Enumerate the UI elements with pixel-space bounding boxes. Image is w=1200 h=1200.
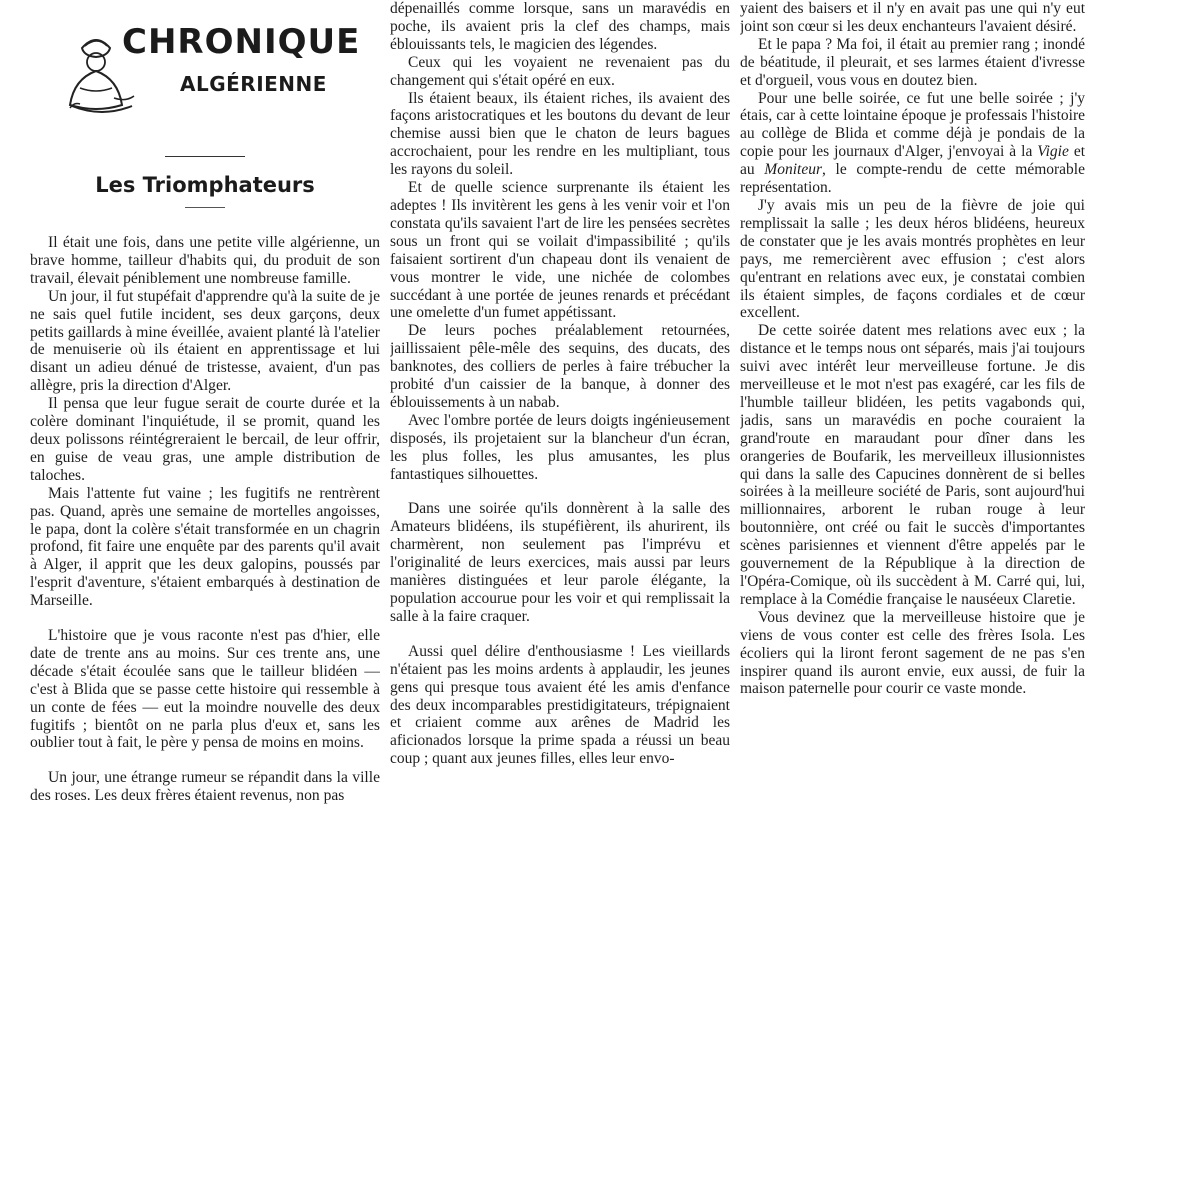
paragraph: yaient des baisers et il n'y en avait pas une qui n'y eut joint son cœur si les deux enchanteurs l'avaient désiré. (740, 0, 1085, 35)
masthead-title-line2: ALGÉRIENNE (180, 72, 327, 96)
column-1 (30, 0, 380, 1200)
divider (185, 207, 225, 208)
newspaper-name: Moniteur (764, 161, 822, 179)
newspaper-name: Vigie (1037, 143, 1069, 161)
paragraph: dépenaillés comme lorsque, sans un maravédis en poche, ils avaient pris la clef des champs, mais éblouissants tels, le magicien des légendes. (390, 0, 730, 53)
paragraph-text: Pour une belle soirée, ce fut une belle soirée ; j'y étais, car à cette lointaine époque je professais l'histoire au collège de Blida et comme déjà je pondais de la copie pour les journaux d'Alger, j'envoyai à la (740, 89, 1085, 161)
paragraph: De cette soirée datent mes relations avec eux ; la distance et le temps nous ont séparés, mais j'ai toujours suivi avec intérêt leur merveilleuse fortune. Je dis merveilleuse et le mot n'est pas exagéré, car les fils de l'humble tailleur blidéen, les petits vagabonds qui, jadis, sans un maravédis en poche couraient la grand'route en maraudant pour dîner dans les orangeries de Boufarik, les merveilleux illusionnistes qui dans la salle des Capucines donnèrent de si belles soirées à la meilleure société de Paris, sont aujourd'hui millionnaires, arborent le ruban rouge à leur boutonnière, ont créé ou fait le succès d'importantes scènes parisiennes et viennent d'être appelés par le gouvernement de la République à la direction de l'Opéra-Comique, où ils succèdent à M. Carré qui, lui, remplace à la Comédie française le nauséeux Claretie. (740, 322, 1085, 608)
column-1-body (30, 234, 380, 805)
paragraph: Il était une fois, dans une petite ville algérienne, un brave homme, tailleur d'habits qui, du produit de son travail, élevait péniblement une nombreuse famille. (30, 234, 380, 287)
paragraph: Avec l'ombre portée de leurs doigts ingénieusement disposés, ils projetaient sur la blancheur d'un écran, les plus folles, les plus amusantes, les plus fantastiques silhouettes. (390, 411, 730, 483)
paragraph: Mais l'attente fut vaine ; les fugitifs ne rentrèrent pas. Quand, après une semaine de mortelles angoisses, le papa, dont la colère s'était transformée en un chagrin profond, fit faire une enquête par des parents qu'il avait à Alger, il apprit que les deux galopins, poussés par l'esprit d'aventure, s'étaient embarqués à destination de Marseille. (30, 484, 380, 610)
masthead (30, 0, 380, 120)
paragraph: Et le papa ? Ma foi, il était au premier rang ; inondé de béatitude, il pleurait, et ses larmes étaient d'ivresse et d'orgueil, vous vous en doutez bien. (740, 35, 1085, 89)
paragraph: Un jour, une étrange rumeur se répandit dans la ville des roses. Les deux frères étaient revenus, non pas (30, 769, 380, 805)
paragraph: Dans une soirée qu'ils donnèrent à la salle des Amateurs blidéens, ils stupéfièrent, ils ahurirent, ils charmèrent, non seulement pas l'imprévu et l'originalité de leurs exercices, mais aussi par leurs manières distinguées et leur parole élégante, la population accourue pour les voir et qui remplissait la salle à la faire craquer. (390, 500, 730, 625)
column-3 (740, 0, 1085, 1200)
paragraph: Vous devinez que la merveilleuse histoire que je viens de vous conter est celle des frères Isola. Les écoliers qui la liront feront sagement de ne pas s'en inspirer quand ils auront envie, eux aussi, de fuir la maison paternelle pour courir ce vaste monde. (740, 608, 1085, 698)
paragraph: Et de quelle science surprenante ils étaient les adeptes ! Ils invitèrent les gens à les venir voir et l'on constata qu'ils savaient l'art de lire les pensées secrètes sous un front qui se voilait d'impassibilité ; qu'ils faisaient sortirent d'un chapeau dont ils venaient de vous montrer le vide, une nichée de colombes succédant à une portée de jeunes renards et précédant une omelette d'un fumet appétissant. (390, 179, 730, 322)
masthead-title-line1: CHRONIQUE (122, 22, 361, 62)
paragraph: L'histoire que je vous raconte n'est pas d'hier, elle date de trente ans au moins. Sur ces trente ans, une décade s'était écoulée sans que le tailleur blidéen — c'est à Blida que se passe cette histoire qui ressemble à un conte de fées — eut la moindre nouvelle des deux fugitifs ; bientôt on ne parla plus d'eux et, sans les oublier tout à fait, le père y pensa de moins en moins. (30, 627, 380, 752)
paragraph-text: , le compte-rendu de cette mémorable représentation. (740, 161, 1085, 197)
paragraph-text: et au (740, 143, 1085, 179)
paragraph: Ils étaient beaux, ils étaient riches, ils avaient des façons aristocratiques et les boutons du devant de leur chemise aussi bien que le chaton de leurs bagues accrochaient, pour les rendre en les multipliant, tous les rayons du soleil. (390, 89, 730, 179)
paragraph: De leurs poches préalablement retournées, jaillissaient pêle-mêle des sequins, des ducats, des banknotes, des colliers de perles à faire trébucher la probité d'un caissier de la banque, à donner des éblouissements à un nabab. (390, 322, 730, 411)
paragraph: Aussi quel délire d'enthousiasme ! Les vieillards n'étaient pas les moins ardents à applaudir, les jeunes gens qui presque tous avaient été les amis d'enfance des deux incomparables prestidigitateurs, trépignaient et criaient comme aux arênes de Madrid les aficionados lorsque la prime spada a réussi un beau coup ; quant aux jeunes filles, elles leur envo- (390, 642, 730, 768)
article-title: Les Triomphateurs (95, 173, 315, 197)
paragraph: J'y avais mis un peu de la fièvre de joie qui remplissait la salle ; les deux héros blidéens, heureux de constater que je les avais montrés prophètes en leur pays, me remercièrent avec effusion ; c'est alors qu'entrant en relations avec eux, je constatai combien ils étaient simples, de façons cordiales et de cœur excellent. (740, 196, 1085, 322)
paragraph (740, 90, 1085, 197)
paragraph: Il pensa que leur fugue serait de courte durée et la colère dominant l'inquiétude, il se promit, quand les deux polissons réintégreraient le bercail, de leur offrir, en guise de veau gras, une ample distribution de taloches. (30, 395, 380, 484)
paragraph: Un jour, il fut stupéfait d'apprendre qu'à la suite de je ne sais quel futile incident, ses deux garçons, deux petits gaillards à mine éveillée, avaient planté là l'atelier de menuiserie où ils étaient en apprentissage et lui disant un adieu dénué de tristesse, avaient, d'un pas allègre, pris la direction d'Alger. (30, 287, 380, 395)
divider (165, 156, 245, 157)
column-2 (390, 0, 730, 1200)
paragraph: Ceux qui les voyaient ne revenaient pas du changement qui s'était opéré en eux. (390, 53, 730, 89)
